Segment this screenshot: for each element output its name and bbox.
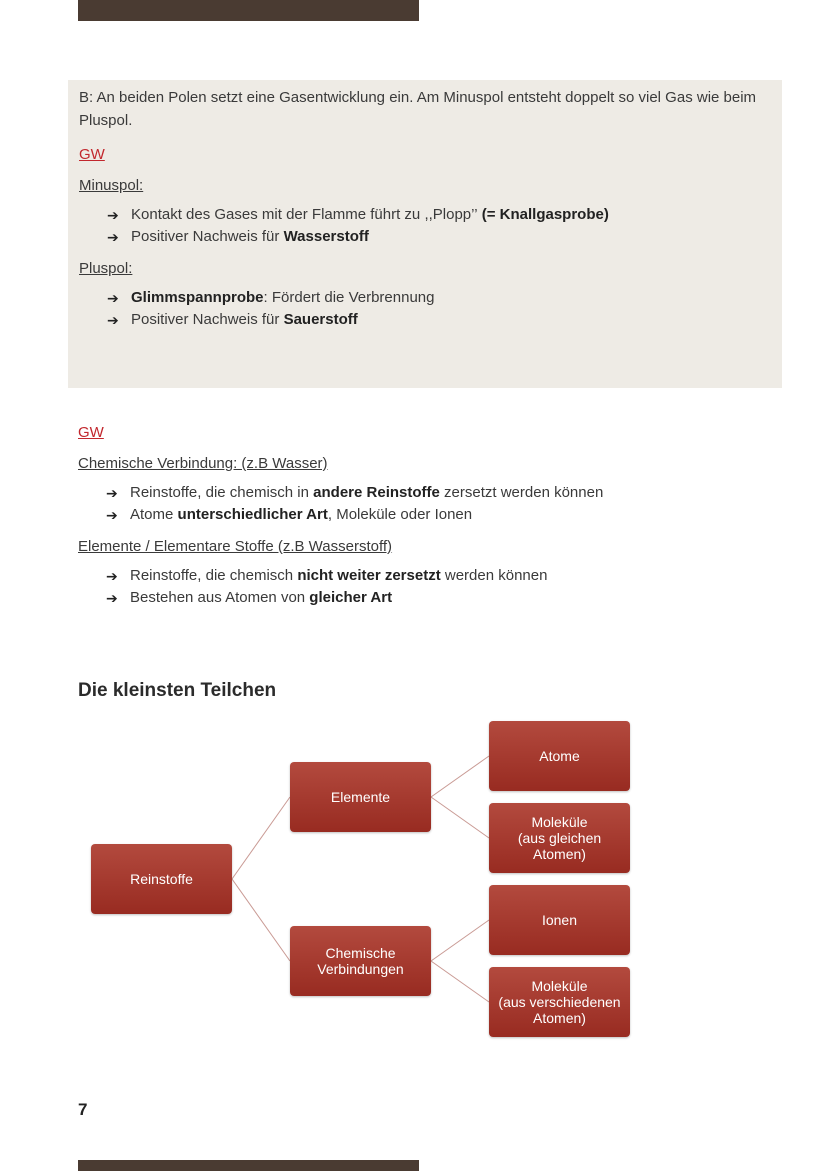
chem-verbindung-title: Chemische Verbindung: (z.B Wasser) [78,455,328,472]
list-item: ➔ Reinstoffe, die chemisch in andere Reinstoffe zersetzt werden können [106,482,778,504]
arrow-icon: ➔ [106,590,118,606]
node-ionen: Ionen [489,885,630,955]
bottom-decorative-bar [78,1160,419,1171]
list-item: ➔ Glimmspannprobe : Fördert die Verbrennung [107,287,769,309]
list-item: ➔ Positiver Nachweis für Wasserstoff [107,226,769,248]
gw-label: GW [78,424,104,441]
pluspol-title: Pluspol: [79,260,133,277]
node-elemente: Elemente [290,762,431,832]
minuspol-title: Minuspol: [79,177,144,194]
arrow-icon: ➔ [107,207,119,223]
node-atome: Atome [489,721,630,791]
arrow-icon: ➔ [106,568,118,584]
list-item: ➔ Reinstoffe, die chemisch nicht weiter zersetzt werden können [106,565,778,587]
connector-line [431,797,489,838]
gw-label: GW [79,146,105,163]
connector-line [232,879,290,961]
list-item: ➔ Positiver Nachweis für Sauerstoff [107,309,769,331]
list-item: ➔ Kontakt des Gases mit der Flamme führt zu ,,Plopp’’ (= Knallgasprobe) [107,204,769,226]
node-molekuele-verschieden: Moleküle (aus verschiedenen Atomen) [489,967,630,1037]
list-item: ➔ Atome unterschiedlicher Art , Moleküle oder Ionen [106,504,778,526]
connector-line [431,961,489,1002]
section-heading: Die kleinsten Teilchen [78,680,277,701]
observation-text: B: An beiden Polen setzt eine Gasentwicklung ein. Am Minuspol entsteht doppelt so viel Gas wie beim Pluspol. [79,89,757,129]
arrow-icon: ➔ [107,229,119,245]
node-reinstoffe: Reinstoffe [91,844,232,914]
node-molekuele-gleich: Moleküle (aus gleichen Atomen) [489,803,630,873]
connector-line [431,920,489,961]
arrow-icon: ➔ [106,485,118,501]
arrow-icon: ➔ [107,290,119,306]
list-item: ➔ Bestehen aus Atomen von gleicher Art [106,587,778,609]
arrow-icon: ➔ [106,507,118,523]
arrow-icon: ➔ [107,312,119,328]
connector-line [431,756,489,797]
page-number: 7 [78,1100,88,1119]
connector-line [232,797,290,879]
node-chemische-verbindungen: Chemische Verbindungen [290,926,431,996]
elemente-title: Elemente / Elementare Stoffe (z.B Wasserstoff) [78,538,393,555]
